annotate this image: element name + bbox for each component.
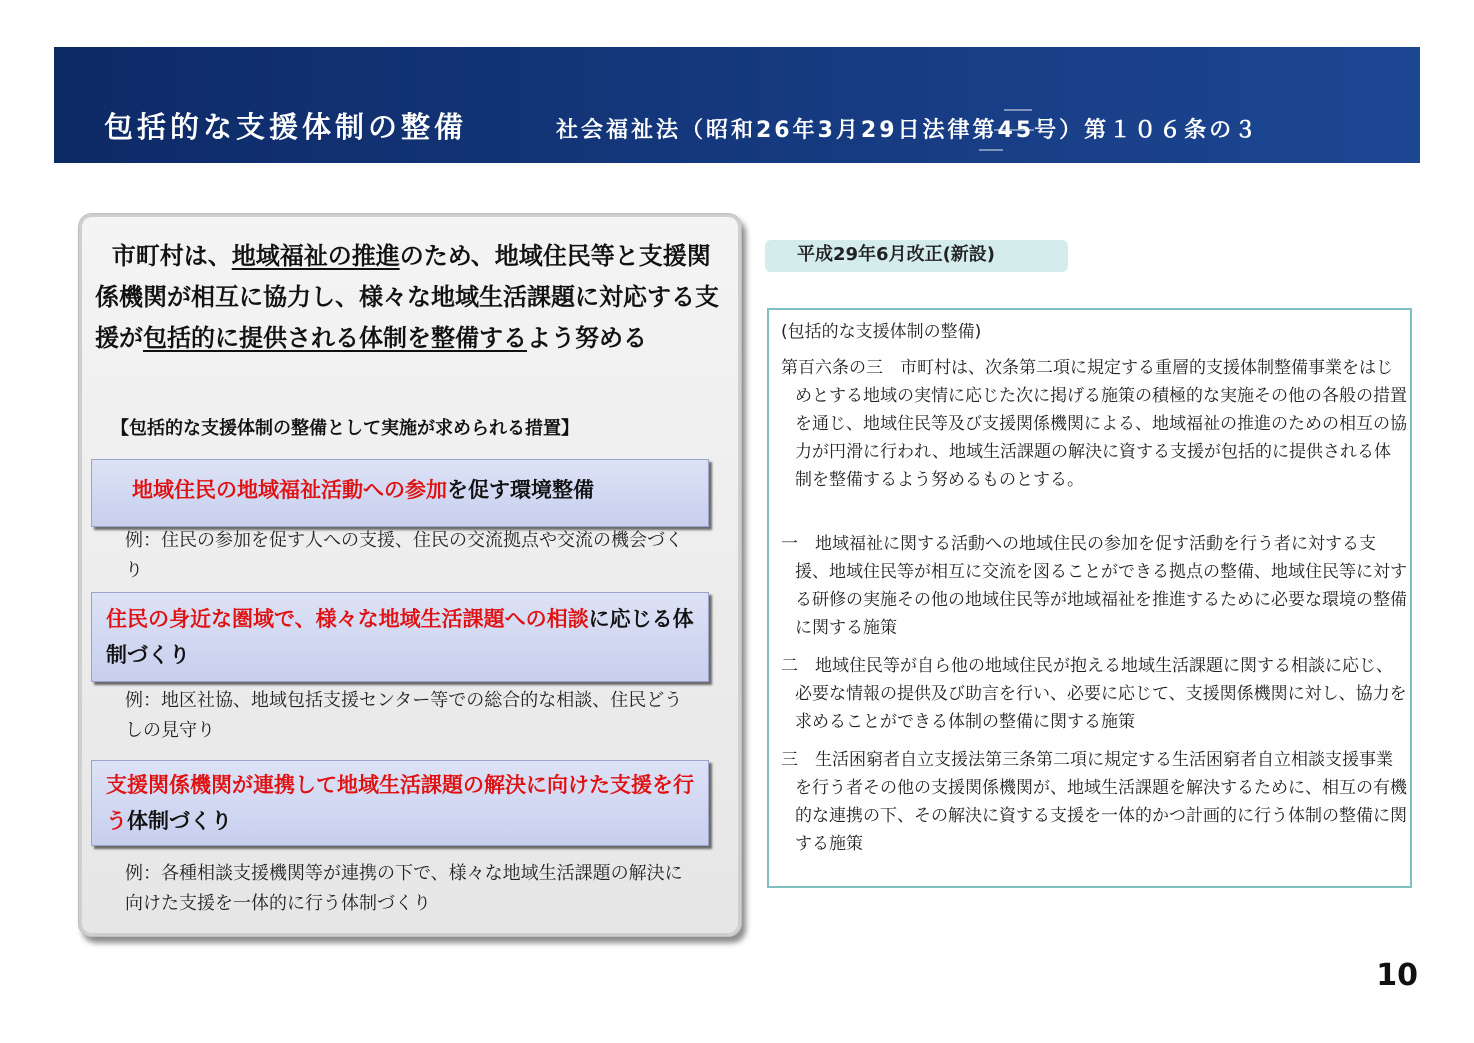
measure-2-highlight: 住民の身近な圏域で、様々な地域生活課題への相談 xyxy=(106,607,589,631)
lead-statement xyxy=(95,236,725,359)
measure-1-example: 例：住民の参加を促す人への支援、住民の交流拠点や交流の機会づくり xyxy=(125,530,683,581)
statute-main-clause: 第百六条の三 市町村は、次条第二項に規定する重層的支援体制整備事業をはじめとする地域の実情に応じた次に掲げる施策の積極的な実施その他の各般の措置を通じ、地域住民等及び支援関係機関による、地域福祉の推進のための相互の協力が円滑に行われ、地域生活課題の解決に資する支援が包括的に提供される体制を整備するよう努めるものとする。 xyxy=(781,358,1407,490)
lead-text-3: よう努める xyxy=(527,324,647,352)
measure-2-text: に応じる体制づくり xyxy=(106,607,694,667)
measure-3-example: 例：各種相談支援機関等が連携の下で、様々な地域生活課題の解決に向けた支援を一体的に行う体制づくり xyxy=(125,863,683,914)
summary-panel xyxy=(78,213,742,937)
page-number: 10 xyxy=(1376,958,1418,993)
measure-box-3 xyxy=(91,760,709,846)
statute-item-1: 一 地域福祉に関する活動への地域住民の参加を促す活動を行う者に対する支援、地域住民等が相互に交流を図ることができる拠点の整備、地域住民等に対する研修の実施その他の地域住民等が地域福祉を推進するために必要な環境の整備に関する施策 xyxy=(781,534,1407,638)
slide-title: 包括的な支援体制の整備 xyxy=(104,110,468,144)
measure-3-highlight: 支援関係機関が連携して地域生活課題の解決に向けた支援を行う xyxy=(106,773,694,833)
measure-3-text: 体制づくり xyxy=(127,809,232,833)
statute-item-3: 三 生活困窮者自立支援法第三条第二項に規定する生活困窮者自立相談支援事業を行う者その他の支援関係機関が、地域生活課題を解決するために、相互の有機的な連携の下、その解決に資する支援を一体的かつ計画的に行う体制の整備に関する施策 xyxy=(781,750,1407,854)
measure-1-text: を促す環境整備 xyxy=(447,478,594,502)
slide-header xyxy=(54,47,1420,163)
measure-2-example: 例：地区社協、地域包括支援センター等での総合的な相談、住民どうしの見守り xyxy=(125,690,683,741)
lead-text-1: 市町村は、 xyxy=(111,242,232,270)
measure-box-2 xyxy=(91,592,709,682)
statute-text-box xyxy=(767,308,1412,888)
statute-item-2: 二 地域住民等が自ら他の地域住民が抱える地域生活課題に関する相談に応じ、必要な情報の提供及び助言を行い、必要に応じて、支援関係機関に対し、協力を求めることができる体制の整備に関する施策 xyxy=(781,656,1407,732)
measure-1-highlight: 地域住民の地域福祉活動への参加 xyxy=(132,478,447,502)
statute-caption: (包括的な支援体制の整備) xyxy=(781,322,982,342)
lead-underlined-2: 包括的に提供される体制を整備する xyxy=(143,324,527,352)
header-decoration xyxy=(979,149,1003,151)
lead-underlined-1: 地域福祉の推進 xyxy=(231,242,400,270)
measures-heading: 【包括的な支援体制の整備として実施が求められる措置】 xyxy=(111,418,579,439)
lead-text-2: のため、地域住民等と支援関係機関が相互に協力し、様々な地域生活課題に対応する支援が xyxy=(95,242,719,352)
measure-box-1 xyxy=(91,459,709,527)
law-reference: 社会福祉法（昭和26年3月29日法律第45号）第１０６条の３ xyxy=(556,118,1260,143)
header-decoration xyxy=(1004,109,1032,111)
revision-badge: 平成29年6月改正(新設) xyxy=(765,240,1068,272)
